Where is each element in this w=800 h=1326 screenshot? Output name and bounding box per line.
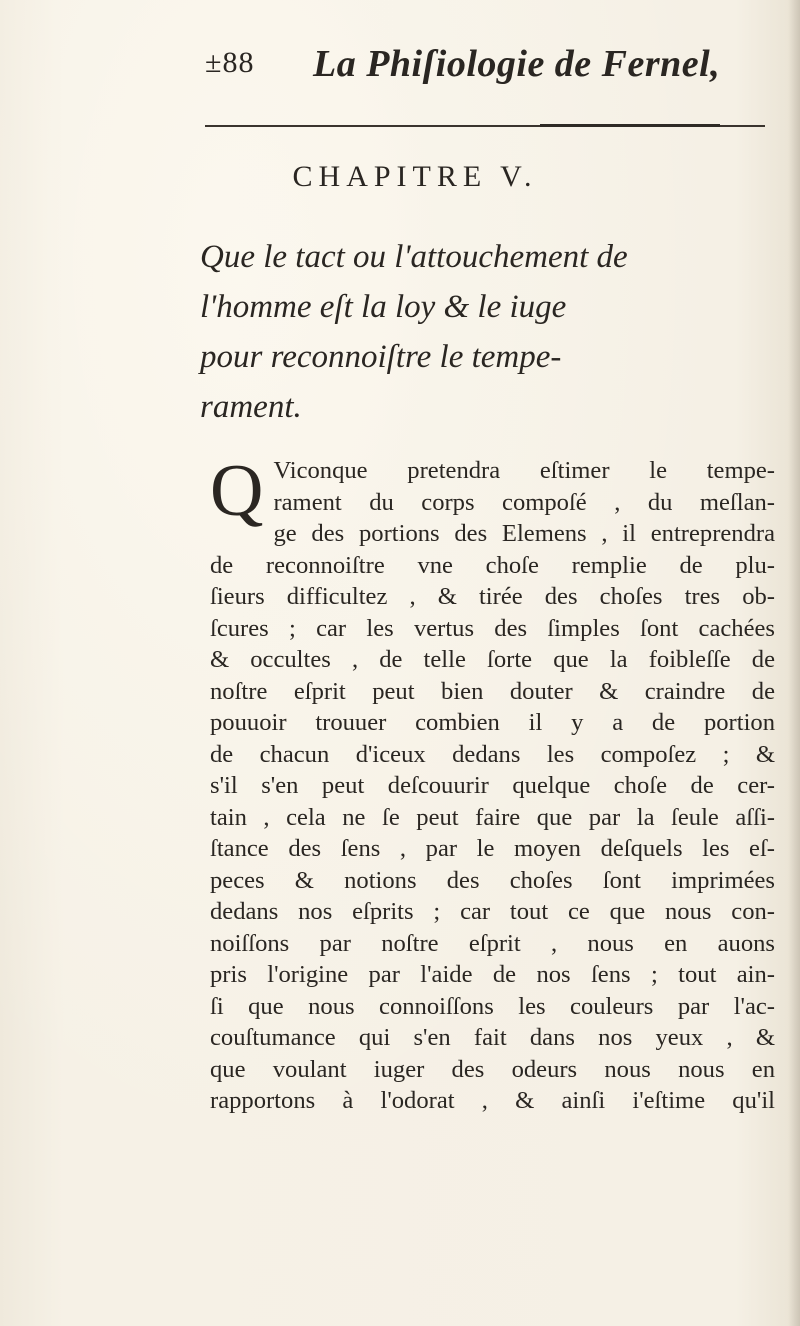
subtitle-line: Que le tact ou l'attouchement de bbox=[200, 239, 628, 275]
text-line: noſtre eſprit peut bien douter & craindre de bbox=[210, 677, 775, 705]
subtitle-line: rament. bbox=[200, 389, 302, 425]
text-line: ſcures ; car les vertus des ſimples ſont cachées bbox=[210, 614, 775, 642]
text-line: ge des portions des Elemens , il entreprendra bbox=[273, 520, 775, 547]
text-line: ſi que nous connoiſſons les couleurs par l'ac- bbox=[210, 992, 775, 1020]
text-line: de reconnoiſtre vne choſe remplie de plu- bbox=[210, 551, 775, 579]
text-line: pris l'origine par l'aide de nos ſens ; tout ain- bbox=[210, 961, 775, 988]
page-edge-shadow bbox=[788, 0, 800, 1326]
text-line: Viconque pretendra eſtimer le tempe- bbox=[273, 457, 775, 484]
text-line: rapportons à l'odorat , & ainſi i'eſtime qu'il bbox=[210, 1087, 775, 1114]
text-line: rament du corps compoſé , du meſlan- bbox=[273, 488, 775, 516]
text-line: & occultes , de telle ſorte que la foibleſſe de bbox=[210, 646, 775, 673]
chapter-subtitle bbox=[200, 232, 760, 432]
text-line: ſieurs difficultez , & tirée des choſes tres ob- bbox=[210, 583, 775, 610]
chapter-heading: CHAPITRE V. bbox=[292, 160, 538, 193]
text-line: noiſſons par noſtre eſprit , nous en auons bbox=[210, 929, 775, 957]
text-line: pouuoir trouuer combien il y a de portion bbox=[210, 709, 775, 736]
page-number: ±88 bbox=[205, 46, 255, 79]
text-line: tain , cela ne ſe peut faire que par la ſeule aſſi- bbox=[210, 803, 775, 831]
text-line: couſtumance qui s'en fait dans nos yeux , & bbox=[210, 1024, 775, 1051]
running-header bbox=[205, 42, 745, 102]
text-line: de chacun d'iceux dedans les compoſez ; & bbox=[210, 740, 775, 768]
header-rule-thick bbox=[540, 124, 720, 127]
running-title: La Phiſiologie de Fernel, bbox=[313, 43, 721, 85]
body-paragraph bbox=[210, 450, 775, 1117]
drop-cap: Q bbox=[210, 450, 264, 532]
text-line: s'il s'en peut deſcouurir quelque choſe de cer- bbox=[210, 772, 775, 799]
text-line: que voulant iuger des odeurs nous nous en bbox=[210, 1055, 775, 1083]
text-line: dedans nos eſprits ; car tout ce que nous con- bbox=[210, 898, 775, 925]
subtitle-line: l'homme eſt la loy & le iuge bbox=[200, 289, 567, 325]
text-line: ſtance des ſens , par le moyen deſquels les eſ- bbox=[210, 835, 775, 862]
text-line: peces & notions des choſes ſont imprimées bbox=[210, 866, 775, 894]
subtitle-line: pour reconnoiſtre le tempe- bbox=[200, 339, 562, 375]
